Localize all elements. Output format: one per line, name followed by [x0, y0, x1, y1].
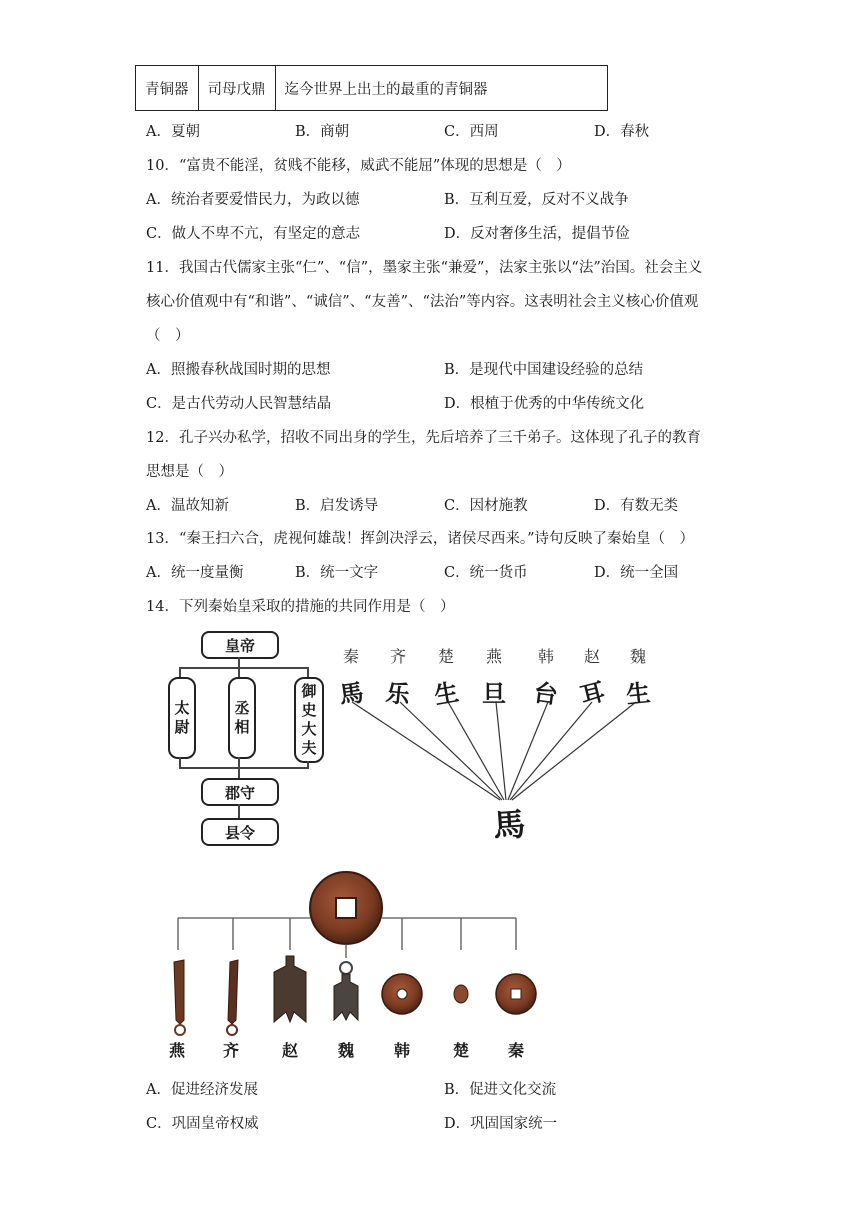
xianling-box: 县令 [201, 818, 279, 846]
yushidafu-char: 御 [301, 682, 317, 700]
q9-option-d[interactable]: D．春秋 [594, 124, 650, 140]
chengxiang-char: 相 [234, 718, 250, 736]
spade-coin-icon [334, 962, 358, 1020]
state-label-yan: 燕 [486, 647, 503, 666]
q14-option-c[interactable]: C．巩固皇帝权威 [146, 1116, 259, 1132]
q10-option-a[interactable]: A．统治者要爱惜民力，为政以德 [146, 192, 360, 208]
antnose-coin-icon [454, 985, 468, 1003]
yushidafu-box [294, 677, 324, 763]
coin-label-qin: 秦 [508, 1041, 525, 1060]
q11-stem-line1: 11．我国古代儒家主张“仁”、“信”，墨家主张“兼爱”，法家主张以“法”治国。社会主义 [146, 260, 703, 276]
table-row [136, 66, 608, 111]
q10-option-c[interactable]: C．做人不卑不亢，有坚定的意志 [146, 226, 361, 242]
taiwei-box [168, 677, 196, 759]
script-connector [352, 702, 500, 800]
table-cell: 司母戊鼎 [198, 66, 275, 111]
q12-option-b[interactable]: B．启发诱导 [295, 498, 379, 514]
ancient-glyph-qin: 馬 [337, 677, 366, 710]
connector-line [179, 667, 309, 669]
taiwei-char: 尉 [174, 718, 190, 736]
q14-stem: 14．下列秦始皇采取的措施的共同作用是（ ） [146, 599, 455, 615]
coin-label-chu: 楚 [453, 1041, 470, 1060]
script-connector [512, 702, 636, 800]
script-connector [448, 702, 504, 800]
coin-label-zhao: 赵 [282, 1041, 299, 1060]
knife-coin-icon [174, 960, 185, 1035]
connector-line [238, 667, 240, 677]
q12-option-a[interactable]: A．温故知新 [146, 498, 229, 514]
taiwei-char: 太 [174, 699, 190, 717]
coin-label-qi: 齐 [223, 1041, 240, 1060]
q9-option-b[interactable]: B．商朝 [295, 124, 350, 140]
chengxiang-char: 丞 [234, 699, 250, 717]
round-coin-icon [496, 974, 536, 1014]
yushidafu-char: 夫 [301, 739, 317, 757]
coin-label-wei: 魏 [338, 1041, 355, 1060]
table-cell: 青铜器 [136, 66, 199, 111]
emperor-box: 皇帝 [201, 631, 279, 659]
table-cell: 迄今世界上出土的最重的青铜器 [275, 66, 607, 111]
artifact-table [135, 65, 608, 111]
coin-label-han: 韩 [394, 1041, 411, 1060]
q11-stem-line2: 核心价值观中有“和谐”、“诚信”、“友善”、“法治”等内容。这表明社会主义核心价值观 [146, 294, 699, 310]
connector-line [238, 657, 240, 667]
connector-line [238, 757, 240, 767]
script-connector [400, 702, 502, 800]
banliang-coin-icon [310, 872, 382, 944]
state-label-wei: 魏 [630, 647, 647, 666]
round-coin-icon [382, 974, 422, 1014]
q11-option-b[interactable]: B．是现代中国建设经验的总结 [444, 362, 644, 378]
q11-option-c[interactable]: C．是古代劳动人民智慧结晶 [146, 396, 332, 412]
connector-line [238, 804, 240, 818]
q9-option-a[interactable]: A．夏朝 [146, 124, 200, 140]
q13-stem: 13．“秦王扫六合，虎视何雄哉！挥剑决浮云，诸侯尽西来。”诗句反映了秦始皇（ ） [146, 531, 695, 547]
q9-option-c[interactable]: C．西周 [444, 124, 499, 140]
q12-stem-line1: 12．孔子兴办私学，招收不同出身的学生，先后培养了三千弟子。这体现了孔子的教育 [146, 430, 701, 446]
coin-label-yan: 燕 [169, 1041, 186, 1060]
knife-coin-icon [227, 960, 238, 1035]
q13-option-c[interactable]: C．统一货币 [444, 565, 528, 581]
ancient-glyph-qi: 乐 [384, 677, 412, 710]
chengxiang-box [228, 677, 256, 759]
spade-coin-icon [274, 956, 306, 1022]
q13-option-a[interactable]: A．统一度量衡 [146, 565, 244, 581]
connector-line [179, 667, 181, 677]
ancient-glyph-zhao: 耳 [577, 676, 608, 711]
connector-line [179, 767, 309, 769]
script-connector [508, 702, 548, 800]
q10-option-d[interactable]: D．反对奢侈生活，提倡节俭 [444, 226, 630, 242]
connector-line [238, 767, 240, 778]
yushidafu-char: 史 [301, 701, 317, 719]
connector-line [307, 667, 309, 677]
script-connector [496, 702, 506, 800]
junshou-box: 郡守 [201, 778, 279, 806]
q13-option-b[interactable]: B．统一文字 [295, 565, 379, 581]
script-connector [510, 702, 592, 800]
q14-option-d[interactable]: D．巩固国家统一 [444, 1116, 558, 1132]
state-label-qin: 秦 [343, 647, 360, 666]
q14-option-a[interactable]: A．促进经济发展 [146, 1082, 258, 1098]
state-label-chu: 楚 [438, 647, 455, 666]
ancient-glyph-chu: 生 [432, 677, 461, 710]
q11-option-a[interactable]: A．照搬春秋战国时期的思想 [146, 362, 331, 378]
ancient-glyph-han: 台 [531, 677, 560, 710]
connector-line [179, 757, 181, 767]
currency-svg [160, 862, 540, 1062]
q12-stem-line2: 思想是（ ） [146, 464, 233, 480]
q10-option-b[interactable]: B．互利互爱，反对不义战争 [444, 192, 629, 208]
state-label-han: 韩 [538, 647, 555, 666]
state-label-qi: 齐 [390, 647, 407, 666]
q12-option-c[interactable]: C．因材施教 [444, 498, 528, 514]
yushidafu-char: 大 [301, 720, 317, 738]
ancient-glyph-yan: 旦 [482, 679, 506, 708]
q10-stem: 10．“富贵不能淫，贫贱不能移，威武不能屈”体现的思想是（ ） [146, 158, 571, 174]
ancient-glyph-wei: 生 [624, 677, 652, 710]
q11-option-d[interactable]: D．根植于优秀的中华传统文化 [444, 396, 645, 412]
state-label-zhao: 赵 [584, 647, 601, 666]
q11-stem-line3: （ ） [146, 328, 190, 344]
q13-option-d[interactable]: D．统一全国 [594, 565, 679, 581]
q14-option-b[interactable]: B．促进文化交流 [444, 1082, 557, 1098]
unified-qin-glyph: 馬 [491, 804, 527, 846]
q12-option-d[interactable]: D．有数无类 [594, 498, 679, 514]
